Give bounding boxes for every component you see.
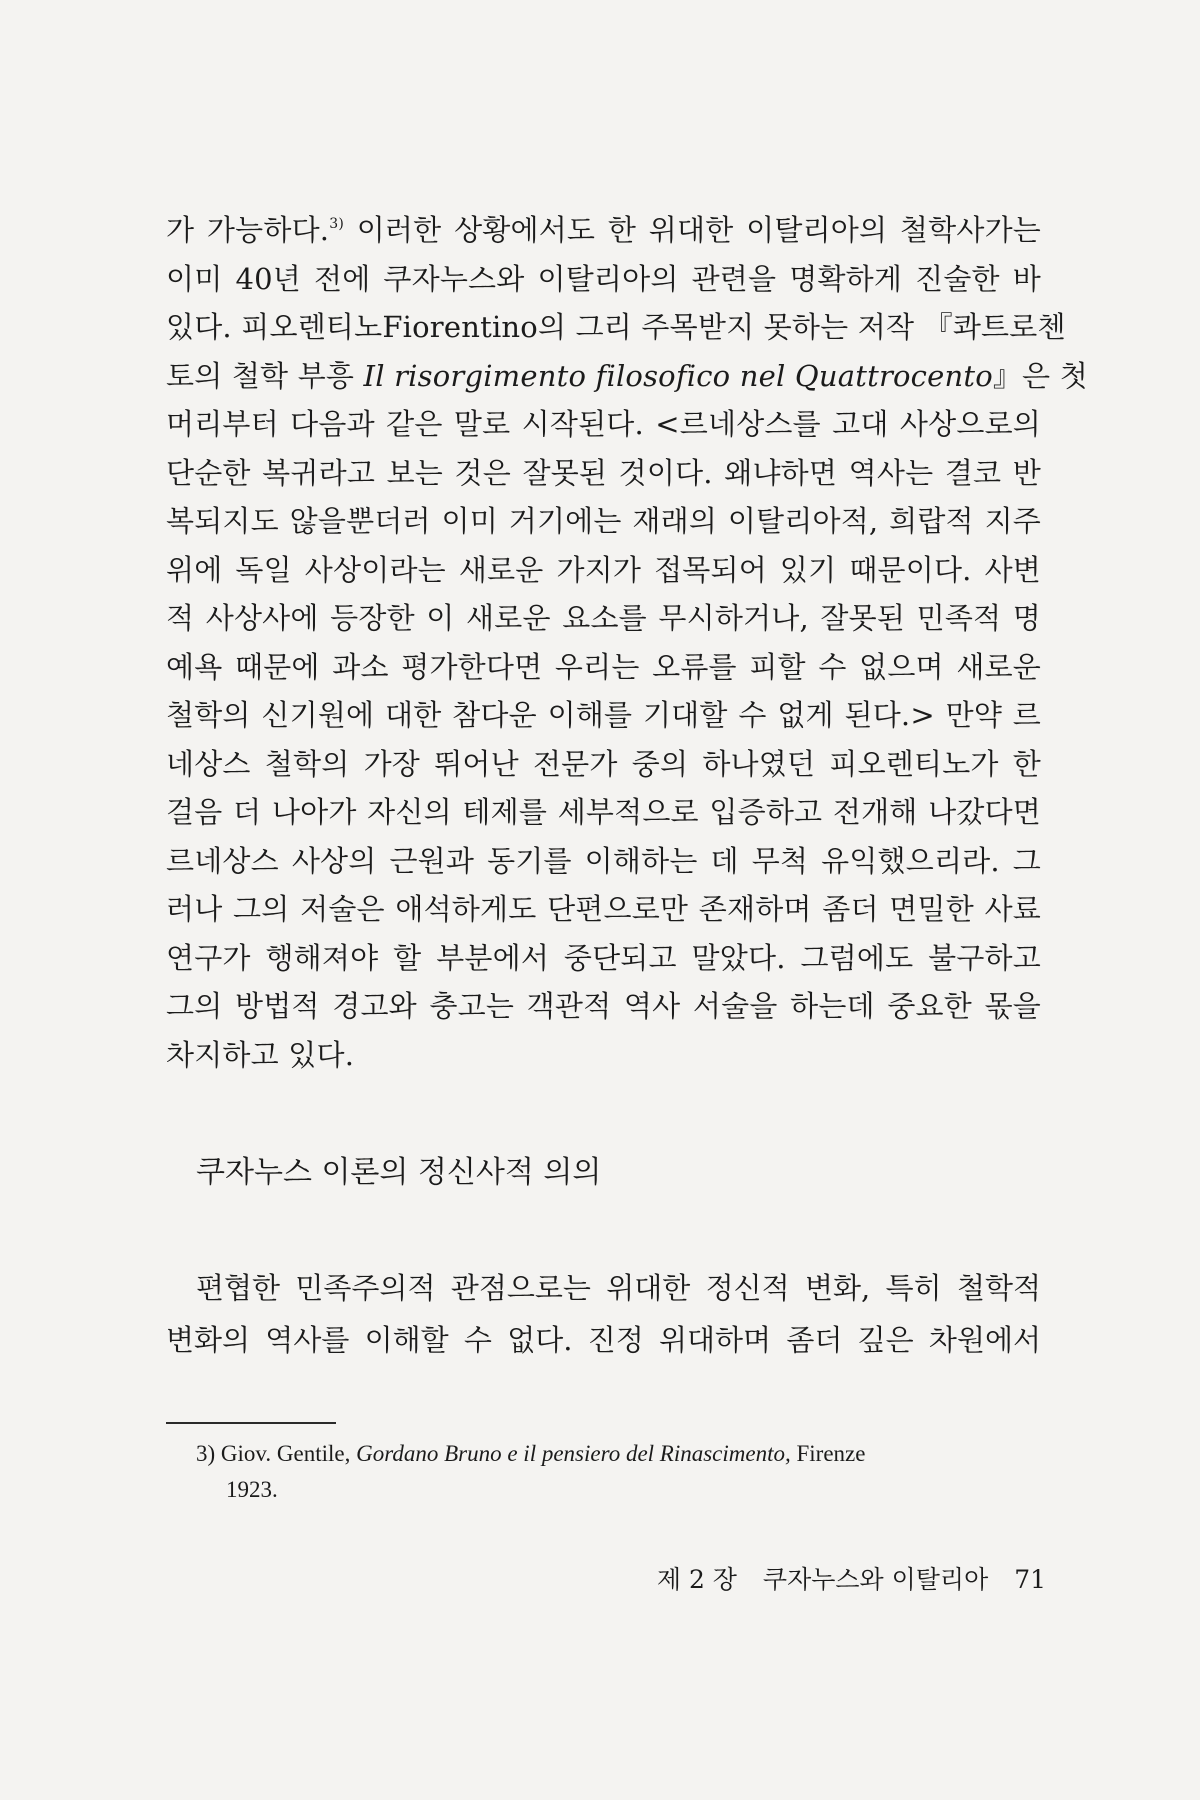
text-line: 편협한 민족주의적 관점으로는 위대한 정신적 변화, 특히 철학적 — [196, 1271, 1041, 1305]
text-line: 네상스 철학의 가장 뛰어난 전문가 중의 하나였던 피오렌티노가 한 — [166, 746, 1042, 781]
text-line: 르네상스 사상의 근원과 동기를 이해하는 데 무척 유익했으리라. 그 — [166, 843, 1041, 878]
running-footer — [639, 1564, 1046, 1596]
footnote-place: Firenze — [796, 1441, 866, 1466]
text-line: 변화의 역사를 이해할 수 없다. 진정 위대하며 좀더 깊은 차원에서 — [166, 1323, 1041, 1357]
text-line: 머리부터 다음과 같은 말로 시작된다. <르네상스를 고대 사상으로의 — [166, 407, 1041, 441]
text-line: 연구가 행해져야 할 부분에서 중단되고 말았다. 그럼에도 불구하고 — [166, 940, 1041, 975]
section-heading: 쿠자누스 이론의 정신사적 의의 — [196, 1155, 602, 1190]
footnote-author: Giov. Gentile, — [220, 1441, 351, 1466]
body-paragraph — [166, 206, 1088, 1079]
text-line: 걸음 더 나아가 자신의 테제를 세부적으로 입증하고 전개해 나갔다면 — [166, 795, 1041, 829]
footnote-number: 3) — [196, 1441, 216, 1466]
text-line: 복되지도 않을뿐더러 이미 거기에는 재래의 이탈리아적, 희랍적 지주 — [166, 504, 1041, 538]
text-line: 철학의 신기원에 대한 참다운 이해를 기대할 수 없게 된다.> 만약 르 — [166, 698, 1041, 732]
footnote-reference: 3) — [329, 216, 344, 232]
text-line: 그의 방법적 경고와 충고는 객관적 역사 서술을 하는데 중요한 몫을 — [166, 989, 1041, 1023]
body-paragraph — [166, 1262, 1041, 1366]
text-line: 위에 독일 사상이라는 새로운 가지가 접목되어 있기 때문이다. 사변 — [166, 552, 1041, 587]
text-line: 러나 그의 저술은 애석하게도 단편으로만 존재하며 좀더 면밀한 사료 — [166, 892, 1041, 926]
text-line: 차지하고 있다. — [166, 1037, 355, 1072]
chapter-title: 쿠자누스와 이탈리아 — [762, 1565, 989, 1594]
chapter-number: 제 2 장 — [656, 1565, 737, 1594]
text-line: 적 사상사에 등장한 이 새로운 요소를 무시하거나, 잘못된 민족적 명 — [166, 601, 1041, 635]
book-title-italic: Il risorgimento filosofico nel Quattrocento — [363, 358, 993, 393]
footnote-year: 1923. — [226, 1477, 278, 1502]
text-line: 있다. 피오렌티노Fiorentino의 그리 주목받지 못하는 저작 『콰트로첸 — [166, 310, 1066, 344]
footnote-title: Gordano Bruno e il pensiero del Rinascimento, — [356, 1441, 791, 1466]
text-line: 토의 철학 부흥 Il risorgimento filosofico nel Quattrocento』은 첫 — [166, 358, 1088, 393]
text-line: 예욕 때문에 과소 평가한다면 우리는 오류를 피할 수 없으며 새로운 — [166, 649, 1041, 684]
text-line: 이미 40년 전에 쿠자누스와 이탈리아의 관련을 명확하게 진술한 바 — [166, 261, 1041, 296]
text-line: 단순한 복귀라고 보는 것은 잘못된 것이다. 왜냐하면 역사는 결코 반 — [166, 455, 1041, 490]
footnote-divider — [166, 1422, 336, 1424]
text-line: 가 가능하다.$^{3)}$ 이러한 상황에서도 한 위대한 이탈리아의 철학사가는 — [166, 213, 1041, 247]
page-number: 71 — [1014, 1565, 1046, 1594]
footnote — [196, 1436, 1046, 1508]
